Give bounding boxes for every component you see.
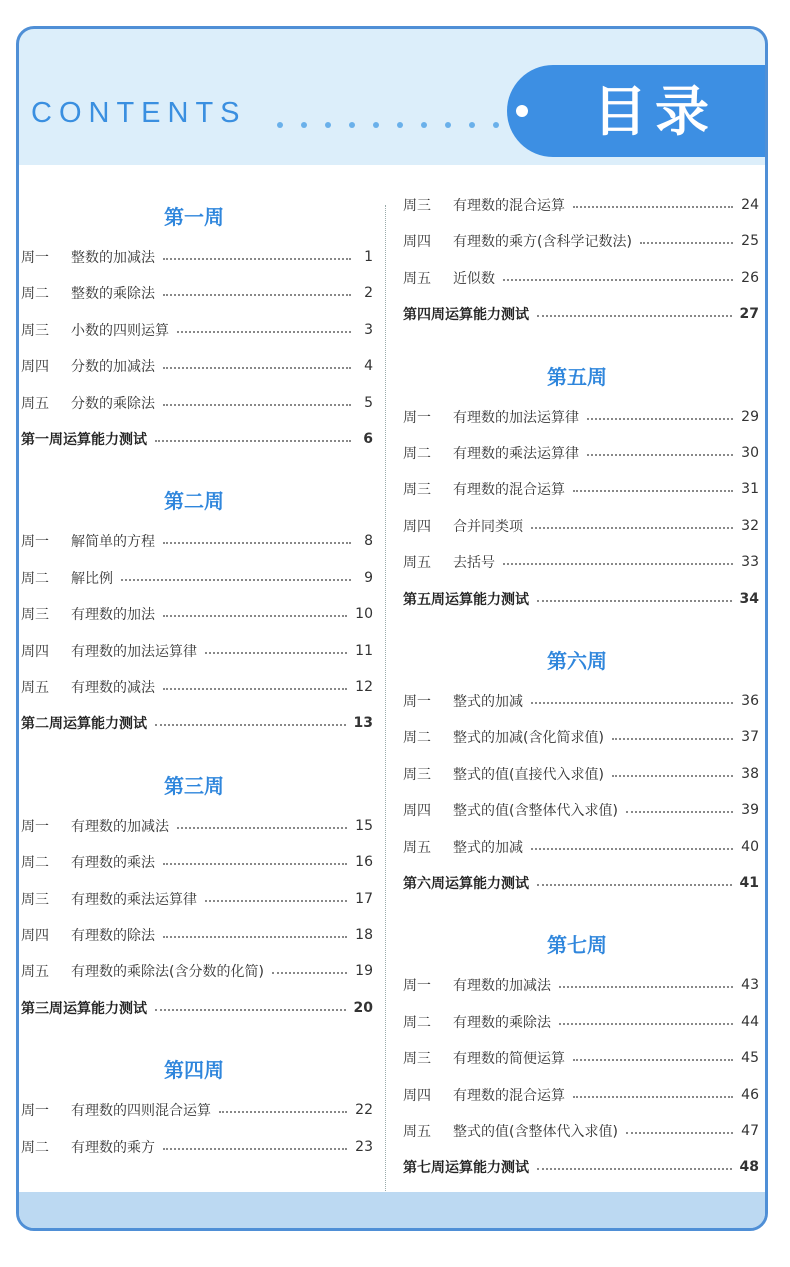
entry-page-number: 5 <box>364 394 373 411</box>
entry-topic: 第五周运算能力测试 <box>403 591 529 608</box>
toc-entry[interactable] <box>403 798 759 822</box>
entry-topic: 整式的值(含整体代入求值) <box>453 1124 618 1140</box>
dot-leader <box>177 827 347 829</box>
entry-topic: 去括号 <box>453 555 495 572</box>
entry-topic: 分数的乘除法 <box>71 395 155 412</box>
entry-day: 周三 <box>21 322 49 339</box>
dot-leader <box>155 1009 346 1011</box>
dot-leader <box>163 1148 347 1150</box>
entry-day: 周一 <box>21 250 49 266</box>
entry-topic: 有理数的乘法运算律 <box>453 446 579 462</box>
dot-leader <box>205 652 347 654</box>
dot-leader <box>163 258 351 260</box>
toc-entry[interactable] <box>403 405 759 429</box>
dot-leader <box>531 848 733 850</box>
entry-topic: 有理数的简便运算 <box>453 1051 565 1068</box>
entry-day: 周三 <box>403 766 431 783</box>
entry-day: 周一 <box>403 409 431 426</box>
toc-entry[interactable] <box>403 229 759 253</box>
column-divider <box>385 205 386 1195</box>
dot-leader <box>163 367 351 369</box>
entry-page-number: 16 <box>355 854 373 871</box>
entry-day: 周二 <box>21 286 49 303</box>
dot-leader <box>587 418 733 420</box>
toc-entry[interactable] <box>403 835 759 859</box>
entry-topic: 有理数的除法 <box>71 928 155 944</box>
dot-leader <box>559 986 733 988</box>
dot-leader <box>587 454 733 456</box>
toc-entry[interactable] <box>21 529 373 553</box>
entry-page-number: 31 <box>741 481 759 498</box>
dot-leader <box>626 1132 733 1134</box>
entry-page-number: 3 <box>364 321 373 338</box>
entry-page-number: 20 <box>353 999 373 1016</box>
entry-page-number: 25 <box>741 233 759 250</box>
entry-page-number: 32 <box>741 517 759 534</box>
entry-day: 周四 <box>403 234 431 251</box>
entry-page-number: 10 <box>355 606 373 623</box>
toc-test-entry[interactable] <box>403 302 759 326</box>
dot-leader <box>559 1023 733 1025</box>
dot-leader <box>612 775 733 777</box>
toc-test-entry[interactable] <box>403 871 759 895</box>
toc-entry[interactable] <box>21 639 373 663</box>
toc-entry[interactable] <box>21 1098 373 1122</box>
entry-page-number: 37 <box>741 729 759 746</box>
toc-entry[interactable] <box>403 477 759 501</box>
header-dots <box>277 113 541 132</box>
dot-leader <box>163 294 351 296</box>
entry-page-number: 38 <box>741 765 759 782</box>
entry-day: 周二 <box>403 446 431 462</box>
entry-day: 周四 <box>403 1087 431 1104</box>
dot-leader <box>573 1096 733 1098</box>
entry-topic: 近似数 <box>453 270 495 287</box>
entry-page-number: 22 <box>355 1102 373 1119</box>
week-title: 第七周 <box>547 933 607 958</box>
entry-day: 周三 <box>403 482 431 499</box>
dot-leader <box>573 490 733 492</box>
entry-topic: 第六周运算能力测试 <box>403 876 529 892</box>
toc-entry[interactable] <box>21 1135 373 1159</box>
dot-leader <box>163 688 347 690</box>
toc-entry[interactable] <box>21 602 373 626</box>
dot-leader <box>503 279 733 281</box>
dot-leader <box>121 579 351 581</box>
dot-leader <box>163 404 351 406</box>
toc-entry[interactable] <box>403 762 759 786</box>
entry-page-number: 17 <box>355 890 373 907</box>
dot-leader <box>272 972 347 974</box>
entry-day: 周一 <box>21 818 49 835</box>
entry-page-number: 46 <box>741 1086 759 1103</box>
week-title: 第二周 <box>164 489 224 514</box>
entry-page-number: 12 <box>355 679 373 695</box>
entry-page-number: 27 <box>739 306 759 323</box>
entry-day: 周四 <box>403 803 431 820</box>
entry-day: 周五 <box>403 270 431 287</box>
entry-day: 周二 <box>403 730 431 747</box>
dot-leader <box>163 542 351 544</box>
entry-day: 周一 <box>403 978 431 995</box>
entry-page-number: 23 <box>355 1138 373 1155</box>
entry-topic: 有理数的混合运算 <box>453 198 565 214</box>
entry-day: 周二 <box>21 570 49 587</box>
contents-label: CONTENTS <box>31 97 247 129</box>
entry-topic: 第七周运算能力测试 <box>403 1160 529 1177</box>
dot-leader <box>177 331 351 333</box>
entry-page-number: 44 <box>741 1013 759 1030</box>
dot-leader <box>163 615 347 617</box>
entry-page-number: 2 <box>364 285 373 302</box>
entry-page-number: 26 <box>741 269 759 286</box>
entry-page-number: 34 <box>739 590 759 607</box>
entry-day: 周五 <box>21 964 49 981</box>
week-title: 第三周 <box>164 773 224 798</box>
entry-page-number: 8 <box>364 533 373 550</box>
toc-entry[interactable] <box>21 675 373 699</box>
toc-test-entry[interactable] <box>403 587 759 611</box>
entry-page-number: 9 <box>364 569 373 586</box>
entry-page-number: 24 <box>741 197 759 213</box>
tab-dot-icon <box>516 105 528 117</box>
entry-day: 周二 <box>21 855 49 872</box>
entry-topic: 整式的加减 <box>453 694 523 710</box>
entry-topic: 有理数的乘法运算律 <box>71 891 197 908</box>
entry-day: 周五 <box>21 395 49 412</box>
entry-day: 周三 <box>21 891 49 908</box>
entry-page-number: 40 <box>741 838 759 855</box>
entry-page-number: 47 <box>741 1123 759 1139</box>
toc-test-entry[interactable] <box>403 1155 759 1179</box>
entry-day: 周四 <box>403 518 431 535</box>
entry-day: 周二 <box>403 1014 431 1031</box>
dot-leader <box>640 242 733 244</box>
dot-leader <box>219 1111 347 1113</box>
entry-day: 周四 <box>21 643 49 660</box>
entry-topic: 有理数的加法运算律 <box>453 409 579 426</box>
entry-day: 周一 <box>21 534 49 551</box>
entry-topic: 分数的加减法 <box>71 359 155 376</box>
entry-day: 周五 <box>403 555 431 572</box>
entry-topic: 有理数的加法运算律 <box>71 643 197 660</box>
toc-entry[interactable] <box>21 354 373 378</box>
entry-topic: 有理数的混合运算 <box>453 482 565 499</box>
entry-day: 周三 <box>403 1051 431 1068</box>
toc-entry[interactable] <box>21 318 373 342</box>
entry-topic: 合并同类项 <box>453 518 523 535</box>
dot-leader <box>531 702 733 704</box>
toc-entry[interactable] <box>403 689 759 713</box>
bottom-bar <box>19 1192 765 1228</box>
week-title: 第五周 <box>547 364 607 389</box>
toc-entry[interactable] <box>21 281 373 305</box>
entry-topic: 解简单的方程 <box>71 534 155 551</box>
toc-entry[interactable] <box>21 959 373 983</box>
entry-topic: 有理数的乘方(含科学记数法) <box>453 234 632 251</box>
toc-entry[interactable] <box>21 887 373 911</box>
entry-topic: 解比例 <box>71 570 113 587</box>
entry-topic: 有理数的加法 <box>71 607 155 624</box>
week-title: 第四周 <box>164 1058 224 1083</box>
toc-entry[interactable] <box>403 193 759 217</box>
toc-entry[interactable] <box>21 923 373 947</box>
entry-topic: 第二周运算能力测试 <box>21 716 147 733</box>
dot-leader <box>537 315 732 317</box>
entry-page-number: 36 <box>741 693 759 709</box>
entry-page-number: 45 <box>741 1050 759 1067</box>
entry-day: 周四 <box>21 359 49 376</box>
entry-topic: 小数的四则运算 <box>71 322 169 339</box>
toc-entry[interactable] <box>403 266 759 290</box>
toc-entry[interactable] <box>403 1046 759 1070</box>
dot-leader <box>626 811 733 813</box>
dot-leader <box>205 900 347 902</box>
dot-leader <box>163 936 347 938</box>
entry-day: 周二 <box>21 1139 49 1156</box>
toc-entry[interactable] <box>403 725 759 749</box>
dot-leader <box>503 563 733 565</box>
toc-entry[interactable] <box>403 550 759 574</box>
dot-leader <box>163 863 347 865</box>
toc-entry[interactable] <box>403 441 759 465</box>
entry-topic: 整式的加减(含化简求值) <box>453 730 604 747</box>
entry-page-number: 1 <box>364 249 373 265</box>
week-title: 第一周 <box>164 205 224 229</box>
toc-entry[interactable] <box>403 1010 759 1034</box>
entry-page-number: 15 <box>355 817 373 834</box>
entry-day: 周四 <box>21 928 49 944</box>
toc-entry[interactable] <box>21 850 373 874</box>
toc-entry[interactable] <box>21 391 373 415</box>
page-title: 目录 <box>593 80 717 143</box>
entry-day: 周一 <box>403 694 431 710</box>
entry-day: 周五 <box>403 839 431 856</box>
entry-day: 周三 <box>403 198 431 214</box>
toc-frame <box>16 26 768 1231</box>
entry-page-number: 6 <box>363 431 373 447</box>
entry-topic: 有理数的减法 <box>71 680 155 696</box>
entry-topic: 第四周运算能力测试 <box>403 307 529 324</box>
dot-leader <box>612 738 733 740</box>
entry-page-number: 11 <box>355 642 373 659</box>
dot-leader <box>573 1059 733 1061</box>
entry-topic: 第三周运算能力测试 <box>21 1000 147 1017</box>
entry-topic: 有理数的加减法 <box>453 978 551 995</box>
dot-leader <box>531 527 733 529</box>
toc-entry[interactable] <box>21 566 373 590</box>
toc-entry[interactable] <box>21 245 373 269</box>
dot-leader <box>537 1168 732 1170</box>
toc-entry[interactable] <box>403 1083 759 1107</box>
entry-page-number: 4 <box>364 358 373 375</box>
entry-topic: 有理数的混合运算 <box>453 1087 565 1104</box>
entry-topic: 有理数的四则混合运算 <box>71 1103 211 1120</box>
entry-topic: 有理数的乘除法 <box>453 1014 551 1031</box>
toc-test-entry[interactable] <box>21 711 373 735</box>
entry-topic: 整式的值(直接代入求值) <box>453 766 604 783</box>
entry-day: 周五 <box>403 1124 431 1140</box>
dot-leader <box>155 440 351 442</box>
entry-page-number: 48 <box>739 1159 759 1176</box>
entry-day: 周五 <box>21 680 49 696</box>
entry-page-number: 19 <box>355 963 373 980</box>
entry-topic: 有理数的乘方 <box>71 1139 155 1156</box>
dot-leader <box>155 724 346 726</box>
entry-page-number: 39 <box>741 802 759 819</box>
entry-day: 周三 <box>21 607 49 624</box>
entry-page-number: 13 <box>353 715 373 732</box>
entry-topic: 有理数的加减法 <box>71 818 169 835</box>
entry-topic: 有理数的乘法 <box>71 855 155 872</box>
toc-entry[interactable] <box>403 1119 759 1143</box>
entry-page-number: 43 <box>741 977 759 994</box>
entry-topic: 整数的乘除法 <box>71 286 155 303</box>
week-title: 第六周 <box>547 649 607 673</box>
dot-leader <box>573 206 733 208</box>
entry-topic: 有理数的乘除法(含分数的化简) <box>71 964 264 981</box>
entry-page-number: 29 <box>741 408 759 425</box>
entry-topic: 第一周运算能力测试 <box>21 432 147 448</box>
entry-topic: 整式的值(含整体代入求值) <box>453 803 618 820</box>
entry-topic: 整数的加减法 <box>71 250 155 266</box>
entry-page-number: 41 <box>739 875 759 891</box>
toc-test-entry[interactable] <box>21 427 373 451</box>
entry-page-number: 18 <box>355 927 373 943</box>
header <box>19 29 765 165</box>
toc-entry[interactable] <box>403 514 759 538</box>
entry-day: 周一 <box>21 1103 49 1120</box>
toc-entry[interactable] <box>21 814 373 838</box>
entry-page-number: 33 <box>741 554 759 571</box>
toc-entry[interactable] <box>403 973 759 997</box>
entry-topic: 整式的加减 <box>453 839 523 856</box>
toc-test-entry[interactable] <box>21 996 373 1020</box>
dot-leader <box>537 884 732 886</box>
entry-page-number: 30 <box>741 445 759 461</box>
dot-leader <box>537 600 732 602</box>
